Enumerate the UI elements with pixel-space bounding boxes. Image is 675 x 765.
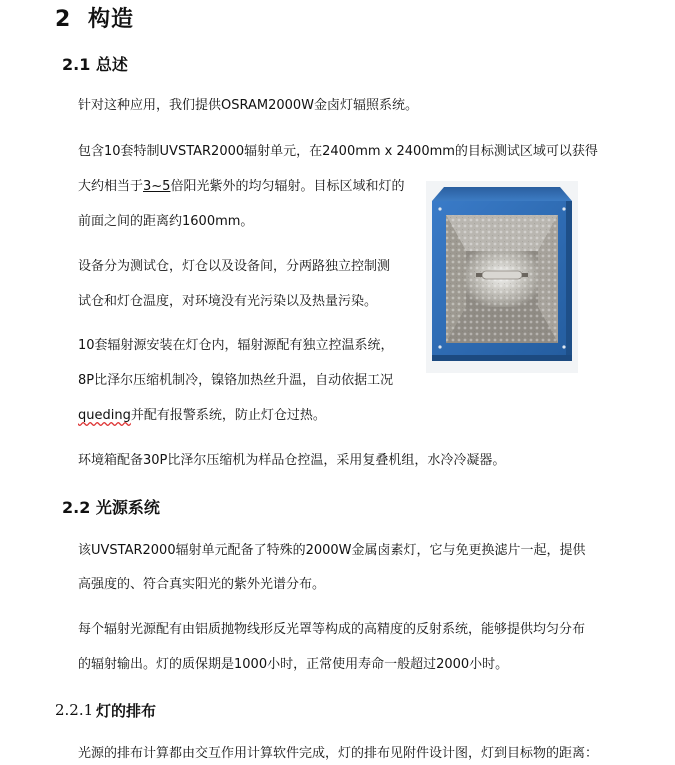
para-2-1-5: 环境箱配备30P比泽尔压缩机为样品仓控温，采用复叠机组，水冷冷凝器。 [78,453,506,468]
heading-2-2: 2.2 光源系统 [62,498,160,517]
para-2-1-4-line1: 10套辐射源安装在灯仓内，辐射源配有独立控温系统， [78,338,394,353]
para-2-2-2-line1: 每个辐射光源配有由铝质抛物线形反光罩等构成的高精度的反射系统，能够提供均匀分布 [78,622,586,637]
para-2-1-2-line3: 前面之间的距离约1600mm。 [78,214,254,229]
lamp-unit-photo-icon [426,181,578,373]
para-2-1-4-line3 [78,407,326,425]
para-2-2-1-1: 光源的排布计算都由交互作用计算软件完成，灯的排布见附件设计图，灯到目标物的距离： [78,746,599,761]
para-2-1-2-line1: 包含10套特制UVSTAR2000辐射单元，在2400mm x 2400mm的目标测试区域可以获得 [78,144,598,159]
para-2-2-1-line2: 高强度的、符合真实阳光的紫外光谱分布。 [78,577,326,592]
para-2-1-4-line2: 8P比泽尔压缩机制冷，镍铬加热丝升温，自动依据工况 [78,373,394,388]
lamp-unit-photo [426,181,578,373]
section-number: 2 [55,7,72,32]
para-2-1-1: 针对这种应用，我们提供OSRAM2000W金卤灯辐照系统。 [78,98,419,113]
heading-2-2-1-number: 2.2.1 [55,701,94,719]
section-heading [55,2,134,33]
underlined-text: 3~5 [143,179,171,194]
para-2-2-2-line2: 的辐射输出。灯的质保期是1000小时，正常使用寿命一般超过2000小时。 [78,657,509,672]
text-run: 大约相当于 [78,179,144,194]
para-2-1-3-line2: 试仓和灯仓温度，对环境没有光污染以及热量污染。 [78,294,378,309]
section-title: 构造 [87,7,134,32]
heading-2-1: 2.1 总述 [62,55,128,74]
text-run: 倍阳光紫外的均匀辐射。目标区域和灯的 [170,179,405,194]
misspelled-word: queding [78,408,131,423]
para-2-1-3-line1: 设备分为测试仓，灯仓以及设备间，分两路独立控制测 [78,259,391,274]
heading-2-2-1-title: 灯的排布 [96,702,157,720]
para-2-1-2-line2 [78,178,404,196]
para-2-2-1-line1: 该UVSTAR2000辐射单元配备了特殊的2000W金属卤素灯，它与免更换滤片一起，提供 [78,543,586,558]
text-run: 并配有报警系统，防止灯仓过热。 [130,408,326,423]
